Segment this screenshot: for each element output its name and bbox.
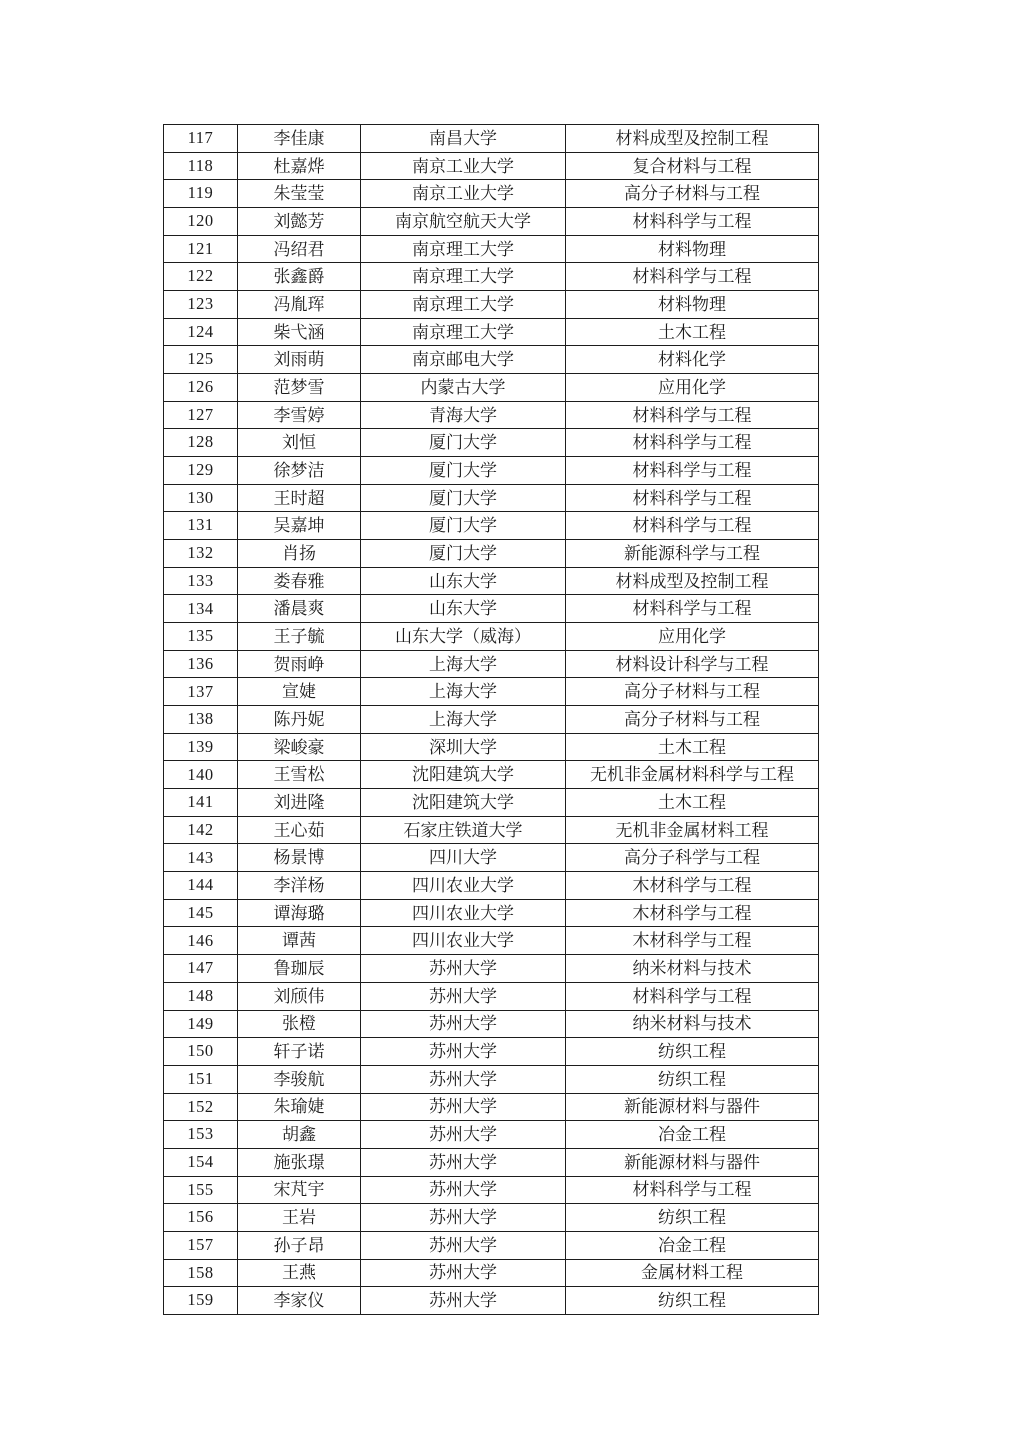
row-number-cell: 137 <box>164 678 238 706</box>
university-cell: 沈阳建筑大学 <box>361 789 566 817</box>
row-number-cell: 151 <box>164 1065 238 1093</box>
student-name-cell: 刘恒 <box>238 429 361 457</box>
university-cell: 四川大学 <box>361 844 566 872</box>
major-cell: 材料科学与工程 <box>566 512 819 540</box>
major-cell: 材料化学 <box>566 346 819 374</box>
student-name-cell: 刘懿芳 <box>238 208 361 236</box>
student-name-cell: 鲁珈辰 <box>238 955 361 983</box>
table-row <box>164 374 819 402</box>
row-number-cell: 144 <box>164 872 238 900</box>
university-cell: 苏州大学 <box>361 1204 566 1232</box>
table-row <box>164 761 819 789</box>
major-cell: 应用化学 <box>566 374 819 402</box>
row-number-cell: 159 <box>164 1287 238 1315</box>
table-row <box>164 318 819 346</box>
university-cell: 南京理工大学 <box>361 235 566 263</box>
table-row <box>164 816 819 844</box>
row-number-cell: 154 <box>164 1148 238 1176</box>
major-cell: 纳米材料与技术 <box>566 955 819 983</box>
row-number-cell: 145 <box>164 899 238 927</box>
university-cell: 苏州大学 <box>361 982 566 1010</box>
student-roster-body <box>164 125 819 1315</box>
university-cell: 上海大学 <box>361 706 566 734</box>
student-name-cell: 施张璟 <box>238 1148 361 1176</box>
row-number-cell: 139 <box>164 733 238 761</box>
student-name-cell: 范梦雪 <box>238 374 361 402</box>
row-number-cell: 130 <box>164 484 238 512</box>
student-name-cell: 杨景博 <box>238 844 361 872</box>
student-name-cell: 梁峻豪 <box>238 733 361 761</box>
row-number-cell: 155 <box>164 1176 238 1204</box>
table-row <box>164 872 819 900</box>
university-cell: 苏州大学 <box>361 1259 566 1287</box>
row-number-cell: 123 <box>164 291 238 319</box>
student-name-cell: 刘进隆 <box>238 789 361 817</box>
student-name-cell: 李雪婷 <box>238 401 361 429</box>
row-number-cell: 117 <box>164 125 238 153</box>
student-name-cell: 轩子诺 <box>238 1038 361 1066</box>
table-row <box>164 1148 819 1176</box>
table-row <box>164 484 819 512</box>
table-row <box>164 1231 819 1259</box>
table-row <box>164 457 819 485</box>
university-cell: 上海大学 <box>361 678 566 706</box>
major-cell: 木材科学与工程 <box>566 927 819 955</box>
student-name-cell: 谭茜 <box>238 927 361 955</box>
student-name-cell: 陈丹妮 <box>238 706 361 734</box>
student-name-cell: 肖扬 <box>238 540 361 568</box>
student-name-cell: 杜嘉烨 <box>238 152 361 180</box>
table-row <box>164 567 819 595</box>
student-name-cell: 贺雨峥 <box>238 650 361 678</box>
table-row <box>164 512 819 540</box>
university-cell: 苏州大学 <box>361 955 566 983</box>
major-cell: 材料成型及控制工程 <box>566 125 819 153</box>
row-number-cell: 149 <box>164 1010 238 1038</box>
student-name-cell: 王时超 <box>238 484 361 512</box>
row-number-cell: 147 <box>164 955 238 983</box>
table-row <box>164 927 819 955</box>
row-number-cell: 119 <box>164 180 238 208</box>
university-cell: 深圳大学 <box>361 733 566 761</box>
major-cell: 纺织工程 <box>566 1038 819 1066</box>
table-row <box>164 1121 819 1149</box>
row-number-cell: 135 <box>164 623 238 651</box>
table-row <box>164 346 819 374</box>
student-name-cell: 宋芃宇 <box>238 1176 361 1204</box>
major-cell: 应用化学 <box>566 623 819 651</box>
student-name-cell: 孙子昂 <box>238 1231 361 1259</box>
major-cell: 木材科学与工程 <box>566 872 819 900</box>
student-name-cell: 胡鑫 <box>238 1121 361 1149</box>
student-name-cell: 宣婕 <box>238 678 361 706</box>
row-number-cell: 142 <box>164 816 238 844</box>
table-row <box>164 1287 819 1315</box>
table-row <box>164 1010 819 1038</box>
major-cell: 材料科学与工程 <box>566 595 819 623</box>
major-cell: 复合材料与工程 <box>566 152 819 180</box>
student-name-cell: 吴嘉坤 <box>238 512 361 540</box>
major-cell: 新能源科学与工程 <box>566 540 819 568</box>
university-cell: 南京理工大学 <box>361 291 566 319</box>
major-cell: 冶金工程 <box>566 1121 819 1149</box>
major-cell: 高分子材料与工程 <box>566 678 819 706</box>
university-cell: 苏州大学 <box>361 1148 566 1176</box>
row-number-cell: 122 <box>164 263 238 291</box>
table-row <box>164 401 819 429</box>
student-name-cell: 刘颀伟 <box>238 982 361 1010</box>
major-cell: 材料科学与工程 <box>566 484 819 512</box>
student-name-cell: 徐梦洁 <box>238 457 361 485</box>
major-cell: 土木工程 <box>566 789 819 817</box>
table-row <box>164 180 819 208</box>
row-number-cell: 156 <box>164 1204 238 1232</box>
major-cell: 金属材料工程 <box>566 1259 819 1287</box>
major-cell: 无机非金属材料科学与工程 <box>566 761 819 789</box>
student-name-cell: 潘晨爽 <box>238 595 361 623</box>
major-cell: 土木工程 <box>566 733 819 761</box>
table-row <box>164 650 819 678</box>
row-number-cell: 148 <box>164 982 238 1010</box>
major-cell: 高分子材料与工程 <box>566 706 819 734</box>
table-row <box>164 1093 819 1121</box>
university-cell: 内蒙古大学 <box>361 374 566 402</box>
table-row <box>164 733 819 761</box>
student-name-cell: 李洋杨 <box>238 872 361 900</box>
row-number-cell: 153 <box>164 1121 238 1149</box>
student-name-cell: 王燕 <box>238 1259 361 1287</box>
major-cell: 材料科学与工程 <box>566 263 819 291</box>
row-number-cell: 143 <box>164 844 238 872</box>
major-cell: 材料科学与工程 <box>566 401 819 429</box>
row-number-cell: 150 <box>164 1038 238 1066</box>
university-cell: 苏州大学 <box>361 1065 566 1093</box>
university-cell: 南京航空航天大学 <box>361 208 566 236</box>
university-cell: 南昌大学 <box>361 125 566 153</box>
table-row <box>164 982 819 1010</box>
table-row <box>164 1176 819 1204</box>
major-cell: 材料成型及控制工程 <box>566 567 819 595</box>
table-row <box>164 623 819 651</box>
major-cell: 新能源材料与器件 <box>566 1148 819 1176</box>
student-name-cell: 李骏航 <box>238 1065 361 1093</box>
university-cell: 青海大学 <box>361 401 566 429</box>
student-name-cell: 娄春雅 <box>238 567 361 595</box>
table-row <box>164 263 819 291</box>
university-cell: 南京工业大学 <box>361 152 566 180</box>
table-row <box>164 899 819 927</box>
student-name-cell: 王子毓 <box>238 623 361 651</box>
row-number-cell: 131 <box>164 512 238 540</box>
university-cell: 山东大学（威海） <box>361 623 566 651</box>
row-number-cell: 126 <box>164 374 238 402</box>
row-number-cell: 127 <box>164 401 238 429</box>
university-cell: 南京理工大学 <box>361 263 566 291</box>
student-name-cell: 冯绍君 <box>238 235 361 263</box>
university-cell: 四川农业大学 <box>361 872 566 900</box>
row-number-cell: 124 <box>164 318 238 346</box>
major-cell: 木材科学与工程 <box>566 899 819 927</box>
major-cell: 新能源材料与器件 <box>566 1093 819 1121</box>
major-cell: 材料科学与工程 <box>566 208 819 236</box>
row-number-cell: 141 <box>164 789 238 817</box>
university-cell: 山东大学 <box>361 595 566 623</box>
student-name-cell: 王心茹 <box>238 816 361 844</box>
student-name-cell: 王岩 <box>238 1204 361 1232</box>
university-cell: 厦门大学 <box>361 512 566 540</box>
student-name-cell: 张鑫爵 <box>238 263 361 291</box>
table-row <box>164 595 819 623</box>
row-number-cell: 118 <box>164 152 238 180</box>
table-row <box>164 1038 819 1066</box>
student-name-cell: 柴弋涵 <box>238 318 361 346</box>
row-number-cell: 138 <box>164 706 238 734</box>
table-row <box>164 540 819 568</box>
university-cell: 厦门大学 <box>361 457 566 485</box>
major-cell: 材料科学与工程 <box>566 429 819 457</box>
major-cell: 材料物理 <box>566 291 819 319</box>
major-cell: 土木工程 <box>566 318 819 346</box>
university-cell: 南京工业大学 <box>361 180 566 208</box>
row-number-cell: 133 <box>164 567 238 595</box>
student-name-cell: 冯胤珲 <box>238 291 361 319</box>
table-row <box>164 678 819 706</box>
table-row <box>164 125 819 153</box>
student-name-cell: 王雪松 <box>238 761 361 789</box>
university-cell: 南京邮电大学 <box>361 346 566 374</box>
university-cell: 苏州大学 <box>361 1231 566 1259</box>
university-cell: 苏州大学 <box>361 1287 566 1315</box>
major-cell: 纳米材料与技术 <box>566 1010 819 1038</box>
major-cell: 高分子材料与工程 <box>566 180 819 208</box>
major-cell: 材料科学与工程 <box>566 457 819 485</box>
student-name-cell: 朱瑜婕 <box>238 1093 361 1121</box>
major-cell: 高分子科学与工程 <box>566 844 819 872</box>
row-number-cell: 132 <box>164 540 238 568</box>
table-row <box>164 789 819 817</box>
table-row <box>164 706 819 734</box>
major-cell: 材料设计科学与工程 <box>566 650 819 678</box>
major-cell: 材料物理 <box>566 235 819 263</box>
table-row <box>164 1065 819 1093</box>
major-cell: 无机非金属材料工程 <box>566 816 819 844</box>
university-cell: 厦门大学 <box>361 429 566 457</box>
row-number-cell: 129 <box>164 457 238 485</box>
row-number-cell: 146 <box>164 927 238 955</box>
table-row <box>164 844 819 872</box>
university-cell: 苏州大学 <box>361 1176 566 1204</box>
table-row <box>164 208 819 236</box>
row-number-cell: 134 <box>164 595 238 623</box>
student-name-cell: 李佳康 <box>238 125 361 153</box>
university-cell: 苏州大学 <box>361 1038 566 1066</box>
major-cell: 冶金工程 <box>566 1231 819 1259</box>
university-cell: 厦门大学 <box>361 540 566 568</box>
table-row <box>164 235 819 263</box>
university-cell: 苏州大学 <box>361 1121 566 1149</box>
university-cell: 石家庄铁道大学 <box>361 816 566 844</box>
row-number-cell: 140 <box>164 761 238 789</box>
university-cell: 山东大学 <box>361 567 566 595</box>
student-name-cell: 谭海璐 <box>238 899 361 927</box>
table-row <box>164 291 819 319</box>
row-number-cell: 136 <box>164 650 238 678</box>
major-cell: 材料科学与工程 <box>566 982 819 1010</box>
university-cell: 上海大学 <box>361 650 566 678</box>
table-row <box>164 955 819 983</box>
university-cell: 沈阳建筑大学 <box>361 761 566 789</box>
table-row <box>164 429 819 457</box>
table-row <box>164 152 819 180</box>
student-name-cell: 朱莹莹 <box>238 180 361 208</box>
row-number-cell: 121 <box>164 235 238 263</box>
university-cell: 四川农业大学 <box>361 899 566 927</box>
major-cell: 纺织工程 <box>566 1065 819 1093</box>
major-cell: 材料科学与工程 <box>566 1176 819 1204</box>
student-name-cell: 刘雨萌 <box>238 346 361 374</box>
student-name-cell: 张橙 <box>238 1010 361 1038</box>
major-cell: 纺织工程 <box>566 1287 819 1315</box>
student-name-cell: 李家仪 <box>238 1287 361 1315</box>
university-cell: 苏州大学 <box>361 1093 566 1121</box>
university-cell: 苏州大学 <box>361 1010 566 1038</box>
table-row <box>164 1204 819 1232</box>
row-number-cell: 128 <box>164 429 238 457</box>
major-cell: 纺织工程 <box>566 1204 819 1232</box>
row-number-cell: 125 <box>164 346 238 374</box>
table-row <box>164 1259 819 1287</box>
row-number-cell: 120 <box>164 208 238 236</box>
university-cell: 南京理工大学 <box>361 318 566 346</box>
row-number-cell: 157 <box>164 1231 238 1259</box>
university-cell: 四川农业大学 <box>361 927 566 955</box>
university-cell: 厦门大学 <box>361 484 566 512</box>
student-roster-table <box>163 124 819 1315</box>
row-number-cell: 152 <box>164 1093 238 1121</box>
row-number-cell: 158 <box>164 1259 238 1287</box>
